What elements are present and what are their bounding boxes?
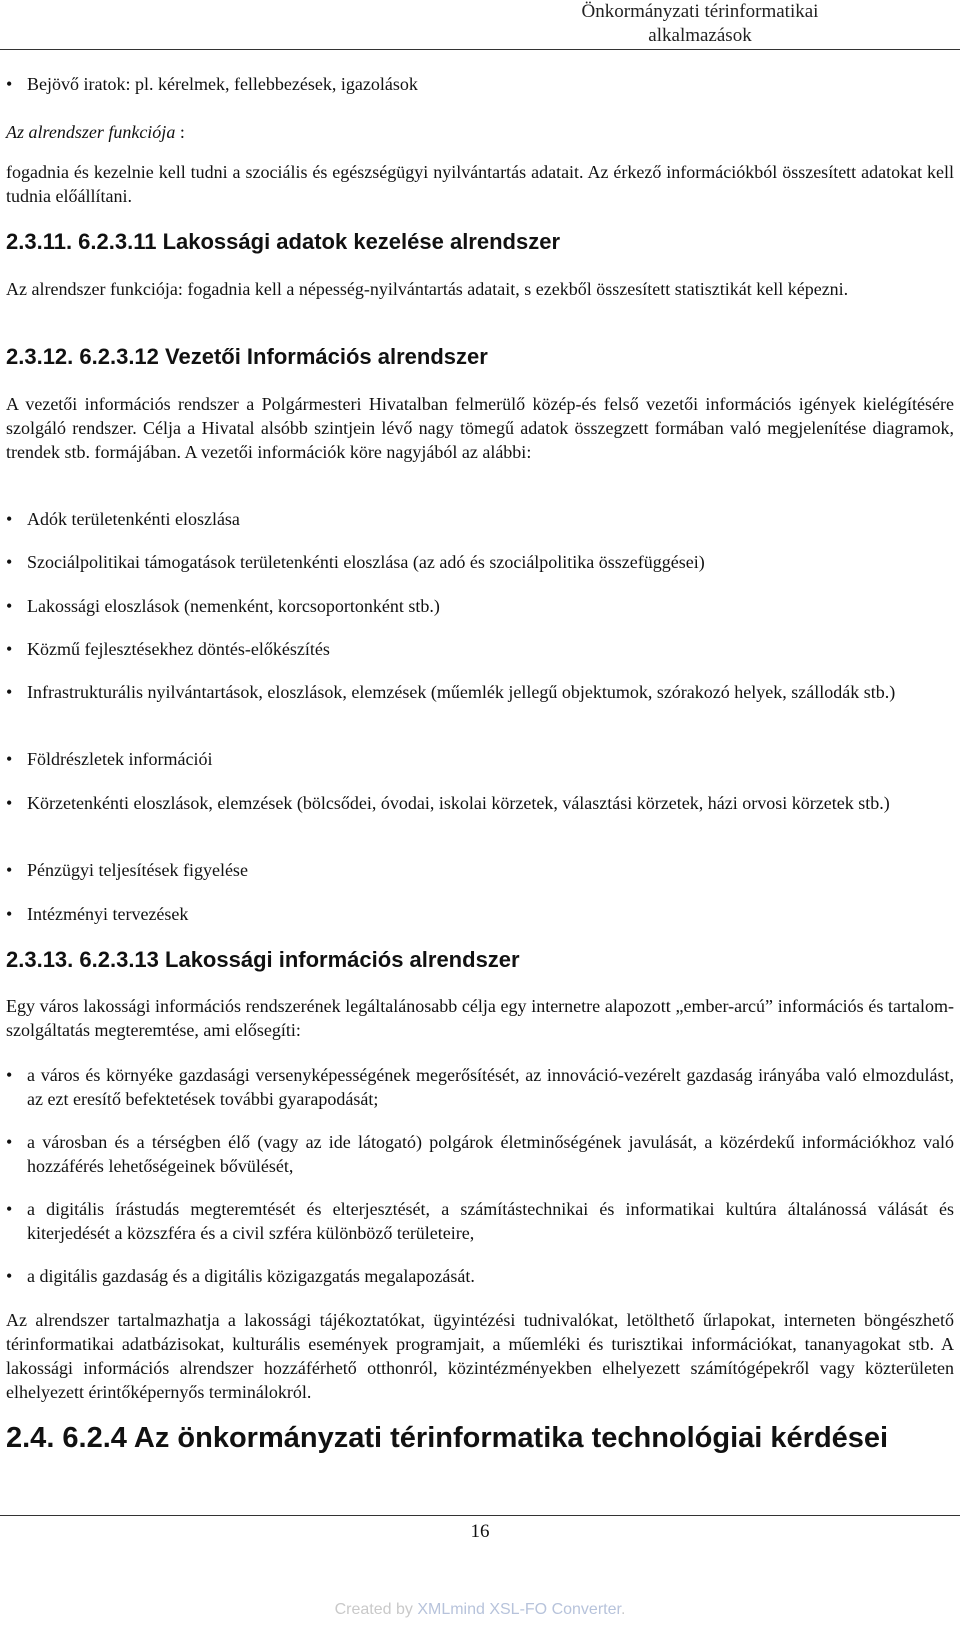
list-item-text: Bejövő iratok: pl. kérelmek, fellebbezések, igazolások (27, 74, 418, 94)
footer-divider (0, 1515, 960, 1516)
subsystem-function-colon: : (175, 122, 185, 142)
converter-credit (0, 1600, 960, 1620)
list-item-text: Intézményi tervezések (27, 904, 189, 924)
running-header-line2: alkalmazások (648, 25, 752, 46)
list-item (6, 902, 954, 926)
list-item (6, 637, 954, 661)
list-item (6, 1130, 954, 1178)
list-item (6, 507, 954, 531)
bullet-mark: • (6, 74, 13, 94)
bullet-mark: • (6, 1065, 13, 1085)
list-item (6, 680, 954, 704)
header-divider (0, 49, 960, 50)
credit-prefix: Created by (334, 1601, 418, 1618)
running-header (440, 0, 960, 48)
bullet-mark: • (6, 552, 13, 572)
heading-2-4: 2.4. 6.2.4 Az önkormányzati térinformatika technológiai kérdései (6, 1422, 889, 1454)
list-item-text: Lakossági eloszlások (nemenként, korcsoportonként stb.) (27, 596, 440, 616)
list-item-text: Közmű fejlesztésekhez döntés-előkészítés (27, 639, 330, 659)
bullet-mark: • (6, 1132, 13, 1152)
paragraph-social-health: fogadnia és kezelnie kell tudni a szociális és egészségügyi nyilvántartás adatait. Az érkező információkból összesített adatokat kell tudnia előállítani. (6, 162, 954, 206)
paragraph-2-3-12: A vezetői információs rendszer a Polgármesteri Hivatalban felmerülő közép-és felső vezetői információs igények kielégítésére szolgáló rendszer. Célja a Hivatal alsóbb szintjein lévő nagy tömegű adatok összegzett formában való megjelenítése diagramok, trendek stb. formájában. A vezetői információk köre nagyjából az alábbi: (6, 394, 954, 462)
bullet-mark: • (6, 860, 13, 880)
bullet-mark: • (6, 1266, 13, 1286)
list-item-text: Szociálpolitikai támogatások területenkénti eloszlása (az adó és szociálpolitika összefüggései) (27, 552, 705, 572)
list-item (6, 791, 954, 815)
bullet-mark: • (6, 1199, 13, 1219)
list-item-text: a városban és a térségben élő (vagy az ide látogató) polgárok életminőségének javulását, a közérdekű információkhoz való hozzáférés lehetőségeinek bővülését, (27, 1132, 954, 1176)
list-item (6, 550, 954, 574)
list-item-text: Körzetenkénti eloszlások, elemzések (bölcsődei, óvodai, iskolai körzetek, választási körzetek, házi orvosi körzetek stb.) (27, 793, 890, 813)
list-item (6, 747, 954, 771)
bullet-mark: • (6, 509, 13, 529)
paragraph-2-3-13: Egy város lakossági információs rendszerének legáltalánosabb célja egy internetre alapozott „ember-arcú” információs és tartalom-szolgáltatás megteremtése, ami elősegíti: (6, 996, 954, 1040)
list-item-text: a város és környéke gazdasági versenyképességének megerősítését, az innováció-vezérelt gazdaság irányába való elmozdulást, az ezt eresítő befektetések további gyarapodását; (27, 1065, 954, 1109)
list-item-text: Földrészletek információi (27, 749, 213, 769)
list-item-text: Pénzügyi teljesítések figyelése (27, 860, 248, 880)
list-item (6, 1264, 954, 1288)
heading-2-3-13: 2.3.13. 6.2.3.13 Lakossági információs alrendszer (6, 947, 520, 972)
heading-2-3-12: 2.3.12. 6.2.3.12 Vezetői Információs alrendszer (6, 344, 488, 369)
credit-link[interactable]: XMLmind XSL-FO Converter (417, 1601, 621, 1618)
running-header-line1: Önkormányzati térinformatikai (581, 1, 819, 22)
bullet-mark: • (6, 639, 13, 659)
subsystem-function-label-text: Az alrendszer funkciója (6, 122, 176, 142)
list-item (6, 1063, 954, 1111)
paragraph-2-3-13-end: Az alrendszer tartalmazhatja a lakossági tájékoztatókat, ügyintézési tudnivalókat, letölthető űrlapokat, interneten böngészhető térinformatikai adatbázisokat, kulturális események programjait, a műemléki és turisztikai információkat, tananyagokat stb. A lakossági információs alrendszer hozzáférhető otthonról, közintézményekben elhelyezett számítógépekről vagy közterületen elhelyezett érintőképernyős terminálokról. (6, 1310, 954, 1402)
bullet-mark: • (6, 682, 13, 702)
list-item-text: Adók területenkénti eloszlása (27, 509, 240, 529)
heading-2-3-11: 2.3.11. 6.2.3.11 Lakossági adatok kezelése alrendszer (6, 229, 561, 254)
list-item-text: a digitális írástudás megteremtését és elterjesztését, a számítástechnikai és informatikai kultúra általánossá válását és kiterjedését a közszféra és a civil szféra különböző területeire, (27, 1199, 954, 1243)
list-item (6, 594, 954, 618)
list-item-text: Infrastrukturális nyilvántartások, eloszlások, elemzések (műemlék jellegű objektumok, szórakozó helyek, szállodák stb.) (27, 682, 896, 702)
list-item (6, 72, 954, 96)
bullet-mark: • (6, 904, 13, 924)
list-item-text: a digitális gazdaság és a digitális közigazgatás megalapozását. (27, 1266, 475, 1286)
paragraph-2-3-11: Az alrendszer funkciója: fogadnia kell a népesség-nyilvántartás adatait, s ezekből összesített statisztikát kell képezni. (6, 279, 849, 299)
bullet-mark: • (6, 793, 13, 813)
bullet-mark: • (6, 749, 13, 769)
list-item (6, 1197, 954, 1245)
list-item (6, 858, 954, 882)
bullet-mark: • (6, 596, 13, 616)
credit-suffix: . (620, 1601, 626, 1618)
page-number: 16 (470, 1521, 490, 1542)
subsystem-function-label (6, 120, 954, 144)
